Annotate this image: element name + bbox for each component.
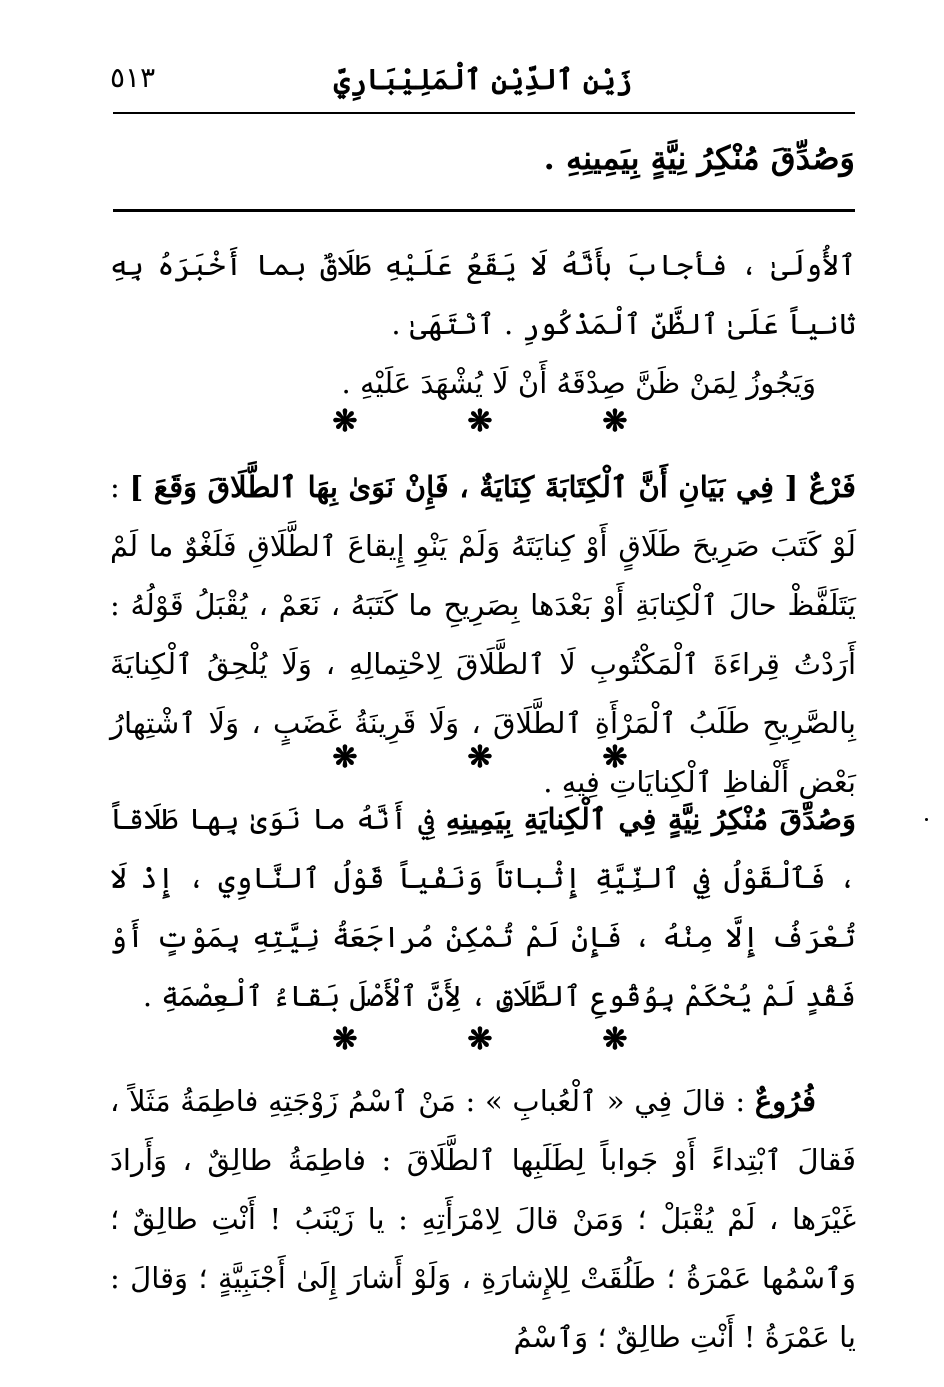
commentary-text: ٱلأُولَىٰ ، فأجابَ بأَنَّهُ لَا يَقَعُ عَلَيْهِ طَلَاقٌ بما أَخْبَرَهُ بِهِ ثانياً عَلَىٰ ٱلظَّنِّ ٱلْمَذْكُورِ . ٱنْتَهَىٰ .	[110, 248, 856, 341]
asterism-icon: ❋	[602, 404, 628, 439]
section-body: فِي أَنَّهُ ما نَوَىٰ بِها طَلَاقاً ، فَٱلْقَوْلُ فِي ٱلنِّيَّةِ إِثْباتاً وَنَفْياً قَوْلُ ٱلنَّاوِي ، إِذْ لَا تُعْرَفُ إِلَّا مِنْهُ ، فَإِنْ لَمْ تُمْكِنْ مُراجَعَةُ نِيَّتِهِ بِمَوْتٍ أَوْ فَقْدٍ لَمْ يُحْكَمْ بِوُقُوعِ ٱلطَّلَاقِ ، لِأَنَّ ٱلْأَصْلَ بَقاءُ ٱلْعِصْمَةِ .	[110, 802, 856, 1013]
nivya-section	[110, 790, 856, 1026]
asterism-icon: ❋	[332, 404, 358, 439]
section-body: : قالَ فِي « ٱلْعُبابِ » : مَنْ ٱسْمُ زَوْجَتِهِ فاطِمَةُ مَثَلاً ، فَقالَ ٱبْتِداءً أَوْ جَواباً لِطَلَبِها ٱلطَّلَاقَ : فاطِمَةُ طالِقٌ ، وَأَرادَ غَيْرَها ، لَمْ يُقْبَلْ ؛ وَمَنْ قالَ لِامْرَأَتِهِ : يا زَيْنَبُ ! أَنْتِ طالِقٌ ؛ وَٱسْمُها عَمْرَةُ ؛ طَلُقَتْ لِلإِشارَةِ ، وَلَوْ أَشارَ إِلَىٰ أَجْنَبِيَّةٍ ؛ وَقالَ : يا عَمْرَةُ ! أَنْتِ طالِقٌ ؛ وَٱسْمُ	[110, 1084, 856, 1354]
asterism-icon: ❋	[467, 404, 493, 439]
asterism-icon: ❋	[602, 1022, 628, 1057]
matn-text: وَصُدِّقَ مُنْكِرُ نِيَّةٍ بِيَمِينِهِ .	[543, 139, 855, 177]
commentary-paragraph-1	[110, 236, 856, 413]
section-heading: فُرُوعٌ	[754, 1084, 816, 1118]
commentary-text: وَيَجُوزُ لِمَنْ ظَنَّ صِدْقَهُ أَنْ لَا يُشْهَدَ عَلَيْهِ .	[341, 366, 816, 400]
asterism-icon: ❋	[332, 740, 358, 775]
section-separator	[330, 404, 630, 439]
page-number: ٥١٣	[110, 61, 156, 94]
section-heading: فَرْعٌ [ فِي بَيَانِ أَنَّ ٱلْكِتَابَةَ كِنَايَةٌ ، فَإِنْ نَوَىٰ بِهَا ٱلطَّلَاقَ وَقَعَ ]	[129, 470, 856, 504]
asterism-icon: ❋	[602, 740, 628, 775]
asterism-icon: ❋	[467, 1022, 493, 1057]
section-body: : لَوْ كَتَبَ صَرِيحَ طَلَاقٍ أَوْ كِنايَتَهُ وَلَمْ يَنْوِ إِيقاعَ ٱلطَّلَاقِ فَلَغْوٌ ما لَمْ يَتَلَفَّظْ حالَ ٱلْكِتابَةِ أَوْ بَعْدَها بِصَرِيحِ ما كَتَبَهُ ، نَعَمْ ، يُقْبَلُ قَوْلُهُ : أَرَدْتُ قِراءَةَ ٱلْمَكْتُوبِ لَا ٱلطَّلَاقَ لِاحْتِمالِهِ ، وَلَا يُلْحِقُ ٱلْكِنايَةَ بِالصَّرِيحِ طَلَبُ ٱلْمَرْأَةِ ٱلطَّلَاقَ ، وَلَا قَرِينَةُ غَضَبٍ ، وَلَا ٱشْتِهارُ بَعْضِ أَلْفاظِ ٱلْكِنايَاتِ فِيهِ .	[110, 470, 856, 799]
section-separator	[330, 740, 630, 775]
matn-quote: وَصُدِّقَ مُنْكِرُ نِيَّةٍ فِي ٱلْكِنايَةِ بِيَمِينِهِ	[445, 802, 856, 836]
section-separator	[330, 1022, 630, 1057]
asterism-icon: ❋	[332, 1022, 358, 1057]
furu-section	[110, 1072, 856, 1367]
header-rule	[113, 112, 855, 114]
page-header	[110, 55, 856, 107]
running-title: زَيْن ٱلدِّيْن ٱلْمَلِيْبَارِيّ	[333, 63, 633, 96]
asterism-icon: ❋	[467, 740, 493, 775]
margin-speck	[925, 818, 928, 821]
matn-separator-rule	[113, 209, 855, 212]
